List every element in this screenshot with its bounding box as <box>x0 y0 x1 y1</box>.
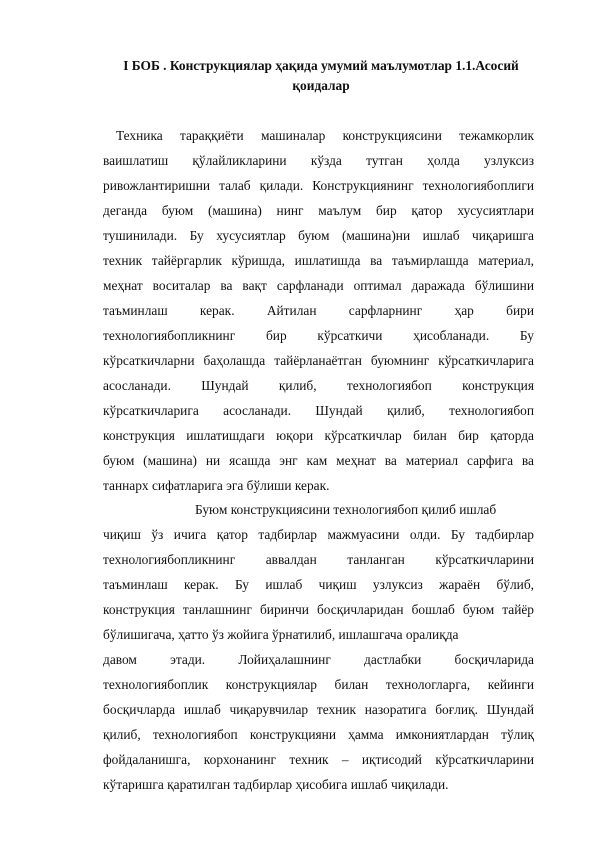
paragraph-line: технологиябоплик конструкциялар билан технологларга, кейинги <box>103 677 534 692</box>
paragraph-line: кўрсаткичларни баҳолашда тайёрланаётган буюмнинг кўрсаткичларига <box>103 353 534 368</box>
paragraph-line: технологиябопликнинг бир кўрсаткичи ҳисобланади. Бу <box>103 328 534 343</box>
paragraph-line: конструкция танлашнинг биринчи босқичларидан бошлаб буюм тайёр <box>103 602 534 617</box>
paragraph-line: буюм (машина) ни ясашда энг кам меҳнат ва материал сарфига ва <box>103 453 534 468</box>
chapter-heading <box>96 56 546 96</box>
paragraph-line: кўрсаткичларига асосланади. Шундай қилиб, технологиябоп <box>103 403 534 418</box>
chapter-heading-line-1: I БОБ . Конструкциялар ҳақида умумий маълумотлар 1.1.Асосий <box>123 58 519 73</box>
paragraph-line: таннарх сифатларига эга бўлиши керак. <box>103 478 330 493</box>
paragraph-line: конструкция ишлатишдаги юқори кўрсаткичлар билан бир қаторда <box>103 428 534 443</box>
paragraph-line: деганда буюм (машина) нинг маълум бир қатор хусусиятлари <box>103 203 534 218</box>
paragraph-line: техник тайёргарлик кўришда, ишлатишда ва таъмирлашда материал, <box>103 253 534 268</box>
paragraph-line: ривожлантиришни талаб қилади. Конструкциянинг технологиябоплиги <box>103 178 534 193</box>
paragraph-line: Буюм конструкциясини технологиябоп қилиб ишлаб <box>195 502 497 517</box>
paragraph-line: бўлишигача, ҳатто ўз жойига ўрнатилиб, ишлашгача оралиқда <box>103 627 459 642</box>
paragraph-line: Техника тараққиёти машиналар конструкциясини тежамкорлик <box>116 128 534 143</box>
paragraph-line: таъминлаш керак. Айтилан сарфларнинг ҳар бири <box>103 303 534 318</box>
chapter-heading-line-2: қоидалар <box>292 78 350 93</box>
paragraph-line: босқичларда ишлаб чиқарувчилар техник назоратига боғлиқ. Шундай <box>103 702 534 717</box>
paragraph-line: кўтаришга қаратилган тадбирлар ҳисобига ишлаб чиқилади. <box>103 777 449 792</box>
paragraph-line: меҳнат воситалар ва вақт сарфланади оптимал даражада бўлишини <box>103 278 534 293</box>
paragraph-line: давом этади. Лойиҳалашнинг дастлабки босқичларида <box>103 652 534 667</box>
paragraph-line: технологиябопликнинг аввалдан танланган кўрсаткичларини <box>103 552 534 567</box>
paragraph-line: ваишлатиш қўлайликларини кўзда тутган ҳолда узлуксиз <box>103 153 534 168</box>
paragraph-line: чиқиш ўз ичига қатор тадбирлар мажмуасини олди. Бу тадбирлар <box>103 527 534 542</box>
paragraph-line: таъминлаш керак. Бу ишлаб чиқиш узлуксиз жараён бўлиб, <box>103 577 534 592</box>
paragraph-line: тушинилади. Бу хусусиятлар буюм (машина)ни ишлаб чиқаришга <box>103 228 534 243</box>
paragraph-line: қилиб, технологиябоп конструкцияни ҳамма имкониятлардан тўлиқ <box>103 727 534 742</box>
paragraph-line: асосланади. Шундай қилиб, технологиябоп конструкция <box>103 378 534 393</box>
paragraph-line: фойдаланишга, корхонанинг техник – иқтисодий кўрсаткичларини <box>103 752 534 767</box>
